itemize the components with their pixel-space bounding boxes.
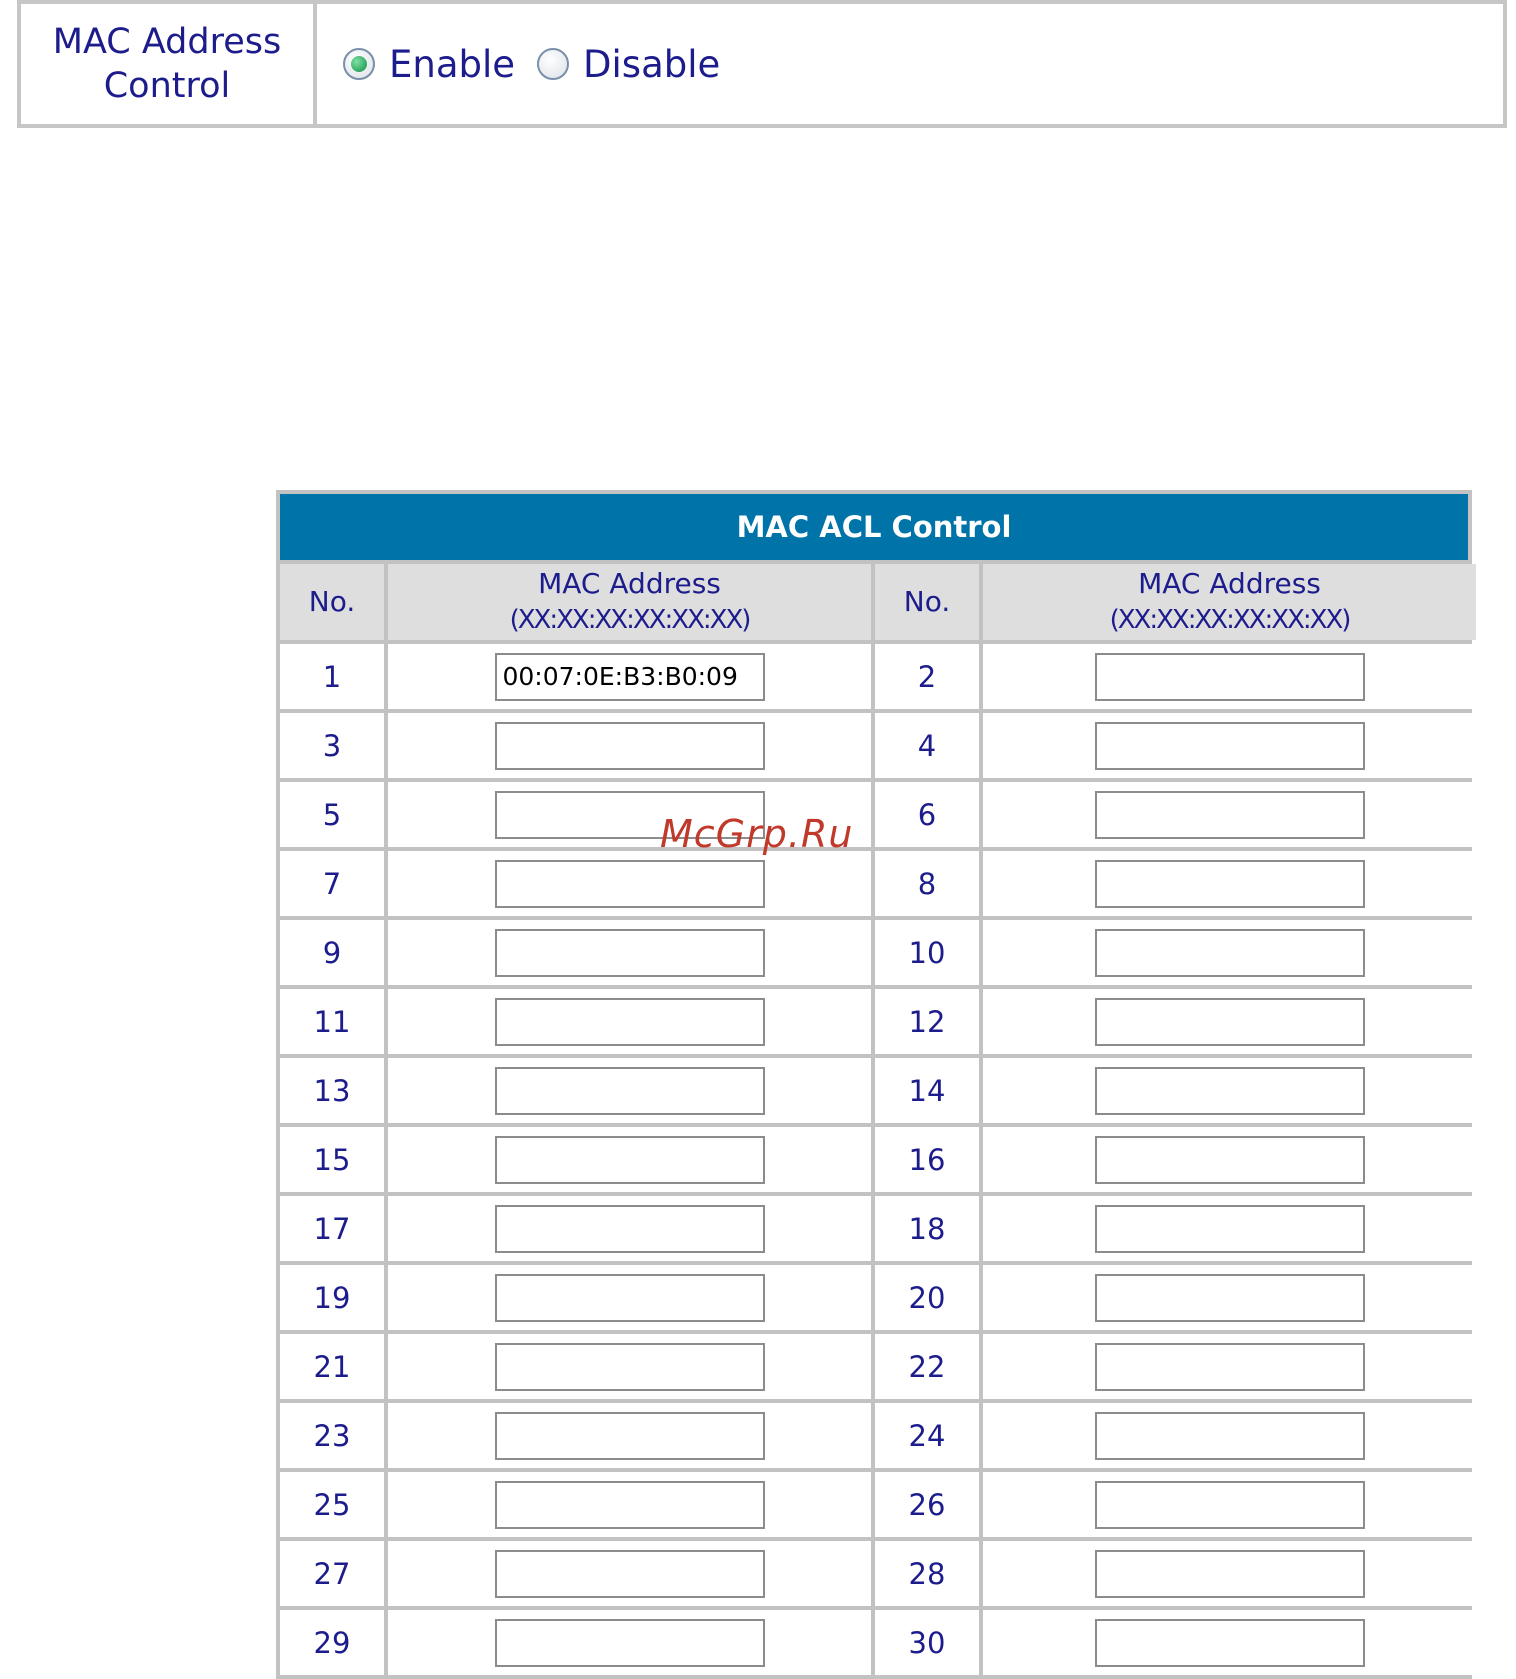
acl-entry-number: 7: [280, 851, 384, 916]
acl-entry-mac-cell: [388, 1610, 871, 1675]
mac-address-input[interactable]: [1095, 1205, 1365, 1253]
acl-entry-mac-cell: [388, 644, 871, 709]
acl-entry-mac-cell: [388, 1403, 871, 1468]
acl-entry-mac-cell: [388, 1541, 871, 1606]
acl-entry-mac-cell: [983, 1058, 1476, 1123]
acl-entry-number: 4: [875, 713, 979, 778]
acl-entry-number: 5: [280, 782, 384, 847]
acl-entry-mac-cell: [983, 920, 1476, 985]
acl-entry-number: 9: [280, 920, 384, 985]
mac-address-input[interactable]: [495, 998, 765, 1046]
acl-entry-number: 26: [875, 1472, 979, 1537]
mac-address-input[interactable]: [495, 1550, 765, 1598]
acl-entry-number: 6: [875, 782, 979, 847]
mac-address-input[interactable]: [1095, 1067, 1365, 1115]
radio-selected-dot-icon: [351, 56, 367, 72]
disable-radio[interactable]: [537, 48, 569, 80]
acl-entry-mac-cell: [388, 1127, 871, 1192]
mac-address-input[interactable]: [1095, 929, 1365, 977]
acl-entry-number: 25: [280, 1472, 384, 1537]
col-header-no-text: No.: [903, 585, 951, 618]
mac-address-input[interactable]: [495, 1481, 765, 1529]
acl-entry-number: 10: [875, 920, 979, 985]
mac-address-input[interactable]: [495, 1343, 765, 1391]
acl-entry-number: 18: [875, 1196, 979, 1261]
acl-entry-mac-cell: [388, 851, 871, 916]
mac-address-control-panel: [17, 0, 1507, 128]
mac-address-input[interactable]: [1095, 1343, 1365, 1391]
col-header-mac-right: [983, 564, 1476, 640]
acl-entry-number: 23: [280, 1403, 384, 1468]
mac-address-control-label: [21, 4, 317, 124]
acl-entry-number: 19: [280, 1265, 384, 1330]
mac-address-input[interactable]: [1095, 1619, 1365, 1667]
mac-address-input[interactable]: [1095, 1481, 1365, 1529]
acl-entry-mac-cell: [983, 1127, 1476, 1192]
acl-entry-mac-cell: [388, 1265, 871, 1330]
acl-entry-number: 20: [875, 1265, 979, 1330]
col-header-no-right: [875, 564, 979, 640]
enable-label[interactable]: Enable: [389, 42, 516, 86]
mac-address-input[interactable]: [1095, 998, 1365, 1046]
acl-entry-mac-cell: [983, 1265, 1476, 1330]
acl-entry-number: 30: [875, 1610, 979, 1675]
mac-address-input[interactable]: [1095, 722, 1365, 770]
acl-entry-number: 13: [280, 1058, 384, 1123]
acl-entry-number: 28: [875, 1541, 979, 1606]
col-header-mac-format: (XX:XX:XX:XX:XX:XX): [509, 605, 750, 635]
col-header-no-text: No.: [308, 585, 356, 618]
acl-entry-number: 24: [875, 1403, 979, 1468]
acl-entry-mac-cell: [388, 1334, 871, 1399]
mac-address-input[interactable]: [495, 1274, 765, 1322]
acl-entry-number: 1: [280, 644, 384, 709]
acl-entry-number: 29: [280, 1610, 384, 1675]
acl-entry-mac-cell: [983, 1610, 1476, 1675]
mac-acl-title: MAC ACL Control: [280, 494, 1468, 564]
acl-entry-mac-cell: [983, 644, 1476, 709]
acl-entry-mac-cell: [388, 1472, 871, 1537]
enable-radio[interactable]: [343, 48, 375, 80]
acl-entry-number: 3: [280, 713, 384, 778]
watermark-text: McGrp.Ru: [660, 812, 854, 856]
mac-address-input[interactable]: [495, 1619, 765, 1667]
mac-address-input[interactable]: [1095, 1274, 1365, 1322]
mac-address-input[interactable]: [1095, 860, 1365, 908]
acl-entry-number: 16: [875, 1127, 979, 1192]
col-header-mac-left: [388, 564, 871, 640]
acl-entry-number: 27: [280, 1541, 384, 1606]
col-header-mac-text: MAC Address: [538, 567, 721, 600]
acl-entry-mac-cell: [388, 1058, 871, 1123]
acl-entry-number: 22: [875, 1334, 979, 1399]
col-header-mac-format: (XX:XX:XX:XX:XX:XX): [1109, 605, 1350, 635]
acl-entry-mac-cell: [983, 1334, 1476, 1399]
acl-entry-mac-cell: [983, 782, 1476, 847]
mac-acl-grid: [280, 564, 1468, 1675]
acl-entry-mac-cell: [388, 989, 871, 1054]
mac-address-input[interactable]: [495, 1067, 765, 1115]
acl-entry-mac-cell: [983, 713, 1476, 778]
acl-entry-mac-cell: [983, 1472, 1476, 1537]
mac-address-input[interactable]: [495, 929, 765, 977]
mac-address-input[interactable]: [495, 860, 765, 908]
acl-entry-number: 15: [280, 1127, 384, 1192]
mac-address-input[interactable]: [495, 1412, 765, 1460]
acl-entry-mac-cell: [388, 713, 871, 778]
acl-entry-mac-cell: [983, 1403, 1476, 1468]
mac-acl-table: [276, 490, 1472, 1679]
mac-address-input[interactable]: [1095, 791, 1365, 839]
mac-address-control-label-line1: MAC Address: [52, 22, 282, 62]
mac-address-control-label-line2: Control: [103, 66, 231, 106]
acl-entry-number: 12: [875, 989, 979, 1054]
col-header-mac-text: MAC Address: [1138, 567, 1321, 600]
mac-address-input[interactable]: [495, 653, 765, 701]
acl-entry-mac-cell: [983, 1196, 1476, 1261]
disable-label[interactable]: Disable: [583, 42, 721, 86]
acl-entry-mac-cell: [388, 1196, 871, 1261]
acl-entry-number: 2: [875, 644, 979, 709]
acl-entry-number: 14: [875, 1058, 979, 1123]
acl-entry-number: 8: [875, 851, 979, 916]
acl-entry-number: 11: [280, 989, 384, 1054]
col-header-no-left: [280, 564, 384, 640]
mac-address-input[interactable]: [1095, 1412, 1365, 1460]
mac-address-input[interactable]: [495, 1205, 765, 1253]
mac-address-control-options: [317, 4, 742, 124]
mac-address-input[interactable]: [1095, 1136, 1365, 1184]
acl-entry-number: 21: [280, 1334, 384, 1399]
mac-address-input[interactable]: [1095, 1550, 1365, 1598]
acl-entry-mac-cell: [983, 851, 1476, 916]
acl-entry-number: 17: [280, 1196, 384, 1261]
mac-address-input[interactable]: [495, 722, 765, 770]
mac-address-input[interactable]: [1095, 653, 1365, 701]
acl-entry-mac-cell: [983, 989, 1476, 1054]
mac-address-input[interactable]: [495, 1136, 765, 1184]
acl-entry-mac-cell: [983, 1541, 1476, 1606]
acl-entry-mac-cell: [388, 920, 871, 985]
